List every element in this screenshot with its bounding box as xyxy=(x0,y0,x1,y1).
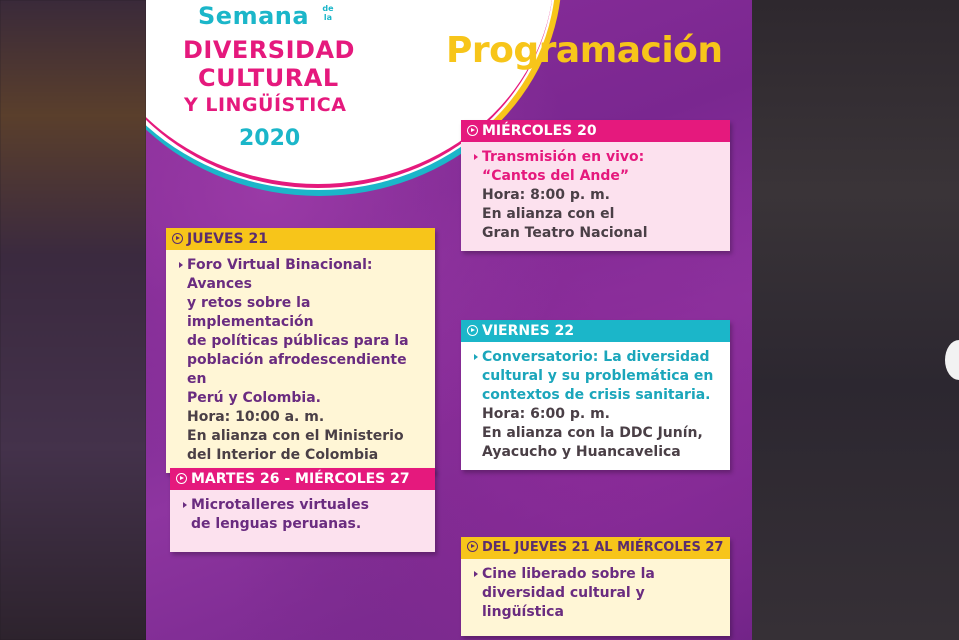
logo-de-la: de la xyxy=(322,4,334,22)
background-left xyxy=(0,0,146,640)
card-header: MARTES 26 - MIÉRCOLES 27 xyxy=(170,468,435,490)
background-right xyxy=(752,0,959,640)
logo-line-2: CULTURAL xyxy=(198,64,339,92)
event-title: Foro Virtual Binacional: Avances xyxy=(187,256,425,294)
play-arrow-icon xyxy=(467,541,478,552)
event-logo xyxy=(146,0,446,170)
card-miercoles-20 xyxy=(461,120,730,251)
event-title: Conversatorio: La diversidad xyxy=(482,348,720,367)
event-partner-cont: Gran Teatro Nacional xyxy=(482,225,648,241)
event-partner: En alianza con el xyxy=(482,206,615,222)
card-header: MIÉRCOLES 20 xyxy=(461,120,730,142)
card-header: DEL JUEVES 21 AL MIÉRCOLES 27 xyxy=(461,537,730,559)
logo-year: 2020 xyxy=(239,126,301,151)
logo-semana: Semana xyxy=(198,2,310,30)
play-arrow-icon xyxy=(176,473,187,484)
logo-line-3: Y LINGÜÍSTICA xyxy=(184,94,347,116)
event-partner: En alianza con la DDC Junín, xyxy=(482,425,703,441)
event-title: Microtalleres virtuales xyxy=(191,496,425,515)
scroll-handle[interactable] xyxy=(945,340,959,380)
event-time: Hora: 6:00 p. m. xyxy=(482,406,610,422)
logo-line-1: DIVERSIDAD xyxy=(183,36,355,64)
event-title: Transmisión en vivo: xyxy=(482,148,720,167)
poster-title: Programación xyxy=(446,30,723,71)
play-arrow-icon xyxy=(172,233,183,244)
card-jueves-21: JUEVES 21 Foro Virtual Binacional: Avances y retos sobre la implementación de políticas públicas para la población afrodescendiente en Perú y Colombia. Hora: 10:00 a. m. En alianza con el Ministerio del Interior de Colombia xyxy=(166,228,435,473)
card-jueves-21-al-miercoles-27: DEL JUEVES 21 AL MIÉRCOLES 27 Cine liberado sobre la diversidad cultural y lingüística xyxy=(461,537,730,636)
card-viernes-22: VIERNES 22 Conversatorio: La diversidad cultural y su problemática en contextos de crisis sanitaria. Hora: 6:00 p. m. En alianza con la DDC Junín, Ayacucho y Huancavelica xyxy=(461,320,730,470)
event-title: Cine liberado sobre la xyxy=(482,565,720,584)
event-time: Hora: 10:00 a. m. xyxy=(187,409,325,425)
event-poster xyxy=(146,0,752,640)
card-martes-26: MARTES 26 - MIÉRCOLES 27 Microtalleres virtuales de lenguas peruanas. xyxy=(170,468,435,552)
event-partner: En alianza con el Ministerio xyxy=(187,428,404,444)
play-arrow-icon xyxy=(467,325,478,336)
event-time: Hora: 8:00 p. m. xyxy=(482,187,610,203)
card-header: VIERNES 22 xyxy=(461,320,730,342)
play-arrow-icon xyxy=(467,125,478,136)
event-title-cont: “Cantos del Ande” xyxy=(482,168,630,184)
card-header: JUEVES 21 xyxy=(166,228,435,250)
